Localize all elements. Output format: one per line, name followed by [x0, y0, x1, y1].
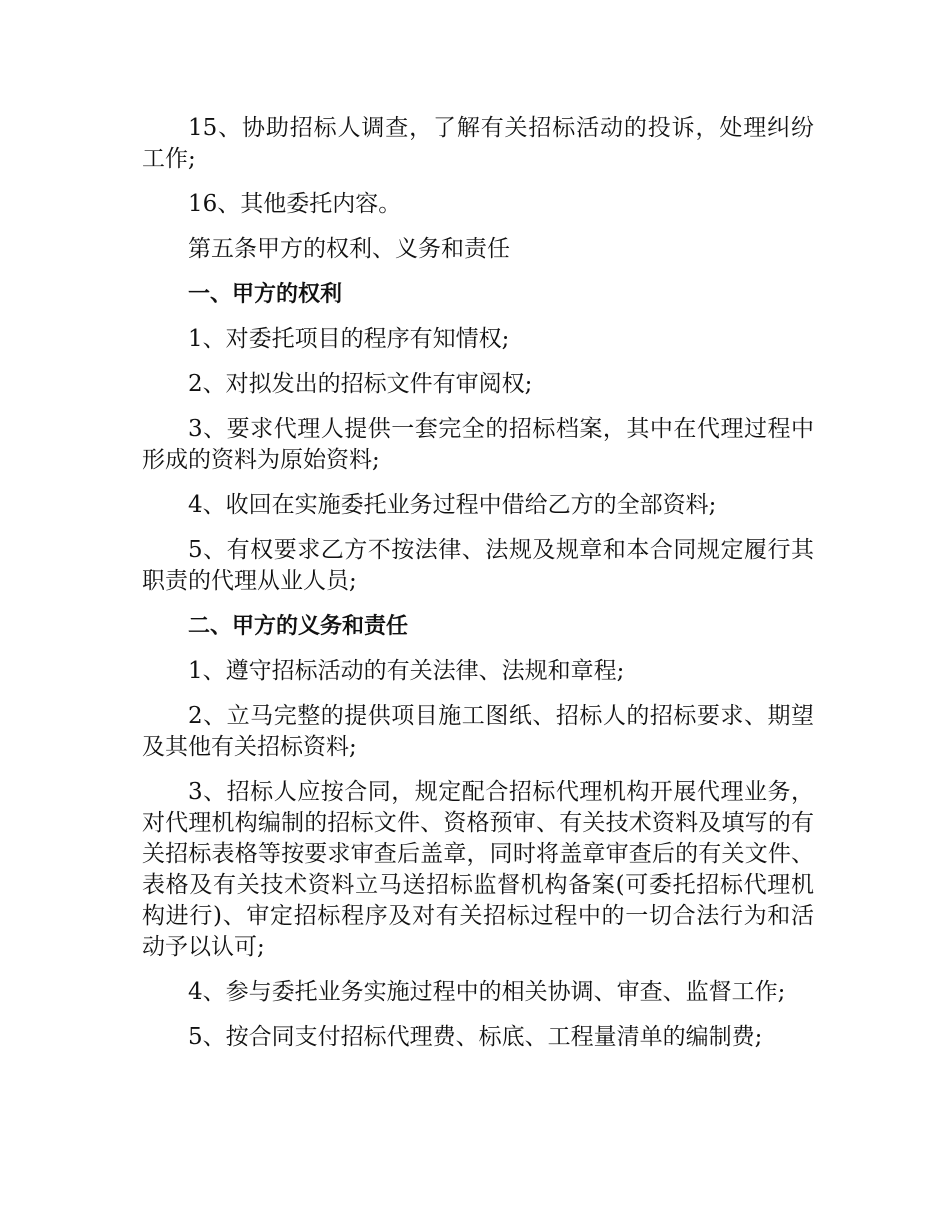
section-heading-rights: 一、甲方的权利: [188, 282, 343, 307]
rights-item-1: 1、对委托项目的程序有知情权;: [188, 326, 510, 352]
article-5-title: 第五条甲方的权利、义务和责任: [188, 236, 510, 262]
section-heading-duties: 二、甲方的义务和责任: [188, 614, 409, 639]
paragraph-item-16: 16、其他委托内容。: [188, 191, 402, 217]
rights-item-2: 2、对拟发出的招标文件有审阅权;: [188, 371, 533, 397]
duties-item-3: 3、招标人应按合同，规定配合招标代理机构开展代理业务，对代理机构编制的招标文件、资格预审、有关技术资料及填写的有关招标表格等按要求审查后盖章，同时将盖章审查后的有关文件、表格及有关技术资料立马送招标监督机构备案(可委托招标代理机构进行)、审定招标程序及对有关招标过程中的一切合法行为和活动予以认可;: [142, 779, 814, 960]
rights-item-4: 4、收回在实施委托业务过程中借给乙方的全部资料;: [188, 492, 717, 518]
duties-item-1: 1、遵守招标活动的有关法律、法规和章程;: [188, 658, 625, 684]
document-page: [142, 113, 814, 1067]
rights-item-5: 5、有权要求乙方不按法律、法规及规章和本合同规定履行其职责的代理从业人员;: [142, 537, 814, 594]
duties-item-5: 5、按合同支付招标代理费、标底、工程量清单的编制费;: [188, 1024, 763, 1050]
paragraph-item-15: 15、协助招标人调查，了解有关招标活动的投诉，处理纠纷工作;: [142, 115, 814, 172]
rights-item-3: 3、要求代理人提供一套完全的招标档案，其中在代理过程中形成的资料为原始资料;: [142, 416, 814, 473]
duties-item-2: 2、立马完整的提供项目施工图纸、招标人的招标要求、期望及其他有关招标资料;: [142, 703, 814, 760]
duties-item-4: 4、参与委托业务实施过程中的相关协调、审查、监督工作;: [188, 979, 786, 1005]
